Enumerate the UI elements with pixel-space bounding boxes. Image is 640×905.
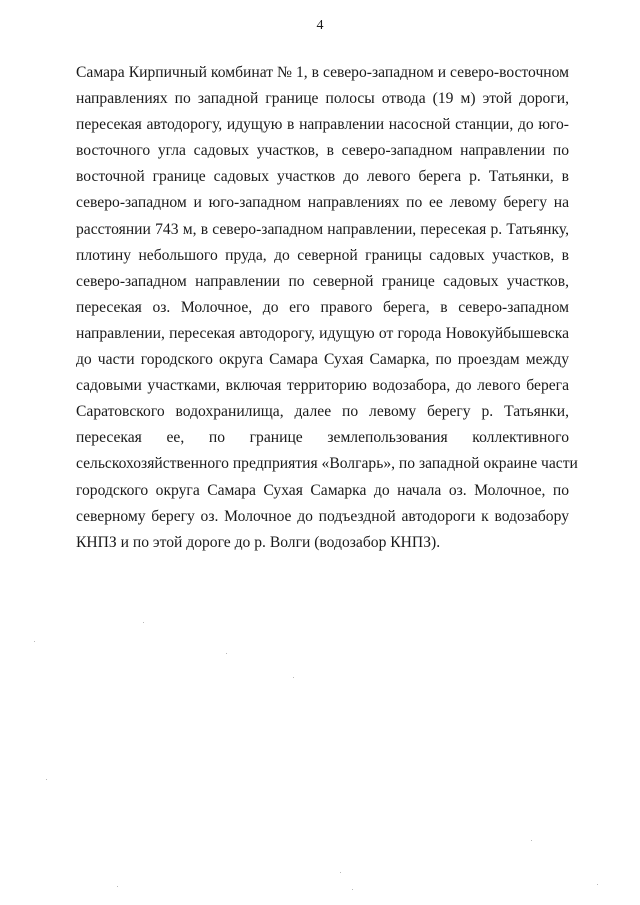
text-line: КНПЗ и по этой дороге до р. Волги (водозабор КНПЗ). <box>76 533 441 551</box>
text-line: Саратовского водохранилища, далее по левому берегу р. Татьянки, <box>76 403 569 421</box>
scan-speck <box>46 779 47 780</box>
scan-speck <box>226 653 227 654</box>
text-line: восточного угла садовых участков, в северо-западном направлении по <box>76 142 569 160</box>
text-line: Самара Кирпичный комбинат № 1, в северо-западном и северо-восточном <box>76 64 569 81</box>
text-line: плотину небольшого пруда, до северной границы садовых участков, в <box>76 246 569 264</box>
text-line: городского округа Самара Сухая Самарка до начала оз. Молочное, по <box>76 481 569 499</box>
text-line: садовыми участками, включая территорию водозабора, до левого берега <box>76 377 569 395</box>
text-line: направлениях по западной границе полосы отвода (19 м) этой дороги, <box>76 90 569 108</box>
scan-speck <box>340 872 341 873</box>
text-line: направлении, пересекая автодорогу, идущую от города Новокуйбышевска <box>76 324 569 342</box>
text-line: пересекая автодорогу, идущую в направлении насосной станции, до юго- <box>76 116 569 134</box>
text-line: сельскохозяйственного предприятия «Волгарь», по западной окраине части <box>76 455 578 473</box>
body-paragraph <box>76 60 578 556</box>
text-line: пересекая ее, по границе землепользования коллективного <box>76 429 569 447</box>
text-line: северо-западном и юго-западном направлениях по ее левому берегу на <box>76 194 569 212</box>
scan-speck <box>117 886 118 887</box>
scan-speck <box>143 622 144 623</box>
text-line: восточной границе садовых участков до левого берега р. Татьянки, в <box>76 168 569 186</box>
scan-speck <box>293 677 294 678</box>
scan-speck <box>531 840 532 841</box>
scan-speck <box>352 889 353 890</box>
scan-speck <box>597 884 598 885</box>
scan-speck <box>34 641 35 642</box>
text-line: северо-западном направлении по северной границе садовых участков, <box>76 272 569 290</box>
text-line: до части городского округа Самара Сухая Самарка, по проездам между <box>76 351 569 369</box>
text-line: пересекая оз. Молочное, до его правого берега, в северо-западном <box>76 298 569 316</box>
text-line: северному берегу оз. Молочное до подъездной автодороги к водозабору <box>76 507 569 525</box>
text-line: расстоянии 743 м, в северо-западном направлении, пересекая р. Татьянку, <box>76 220 569 238</box>
page-number: 4 <box>316 18 324 33</box>
